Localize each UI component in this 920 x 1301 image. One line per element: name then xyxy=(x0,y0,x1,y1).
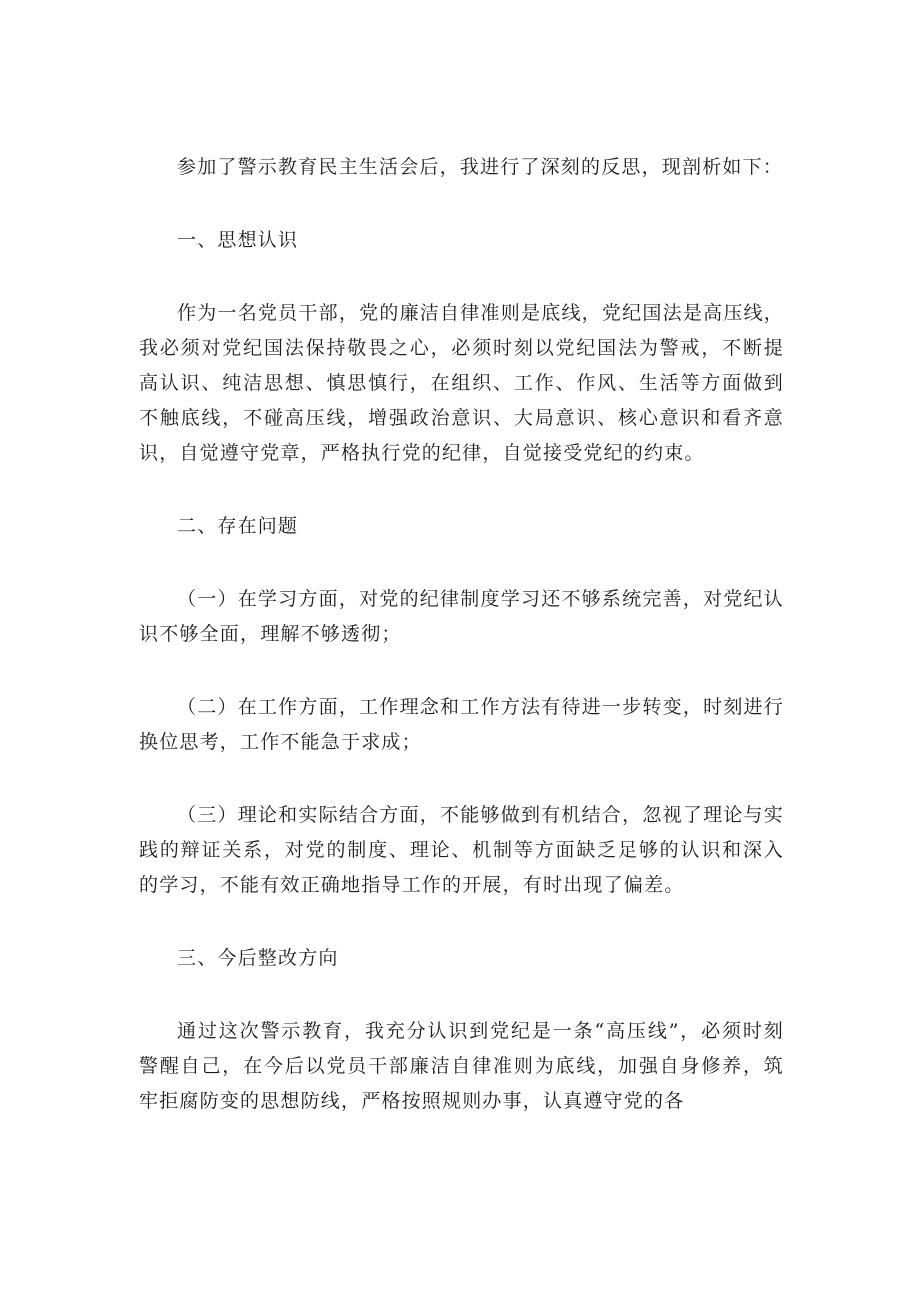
intro-paragraph: 参加了警示教育民主生活会后，我进行了深刻的反思，现剖析如下： xyxy=(177,156,784,178)
section-body-rectification: 通过这次警示教育，我充分认识到党纪是一条“高压线”，必须时刻警醒自己，在今后以党员干部廉洁自律准则为底线，加强自身修养，筑牢拒腐防变的思想防线，严格按照规则办事，认真遵守党的各 xyxy=(139,1020,784,1112)
problem-item-work: （二）在工作方面，工作理念和工作方法有待进一步转变，时刻进行换位思考，工作不能急于求成； xyxy=(139,696,784,753)
section-heading-problems: 二、存在问题 xyxy=(177,515,299,537)
section-body-thoughts: 作为一名党员干部，党的廉洁自律准则是底线，党纪国法是高压线，我必须对党纪国法保持敬畏之心，必须时刻以党纪国法为警戒，不断提高认识、纯洁思想、慎思慎行，在组织、工作、作风、生活等方面做到不触底线，不碰高压线，增强政治意识、大局意识、核心意识和看齐意识，自觉遵守党章，严格执行党的纪律，自觉接受党纪的约束。 xyxy=(139,302,784,464)
section-heading-rectification: 三、今后整改方向 xyxy=(177,947,339,969)
problem-item-study: （一）在学习方面，对党的纪律制度学习还不够系统完善，对党纪认识不够全面，理解不够透彻； xyxy=(139,588,784,645)
document-body xyxy=(139,150,784,1119)
section-heading-thoughts: 一、思想认识 xyxy=(177,229,299,251)
problem-item-theory-practice: （三）理论和实际结合方面，不能够做到有机结合，忽视了理论与实践的辩证关系，对党的制度、理论、机制等方面缺乏足够的认识和深入的学习，不能有效正确地指导工作的开展，有时出现了偏差。 xyxy=(139,804,784,896)
